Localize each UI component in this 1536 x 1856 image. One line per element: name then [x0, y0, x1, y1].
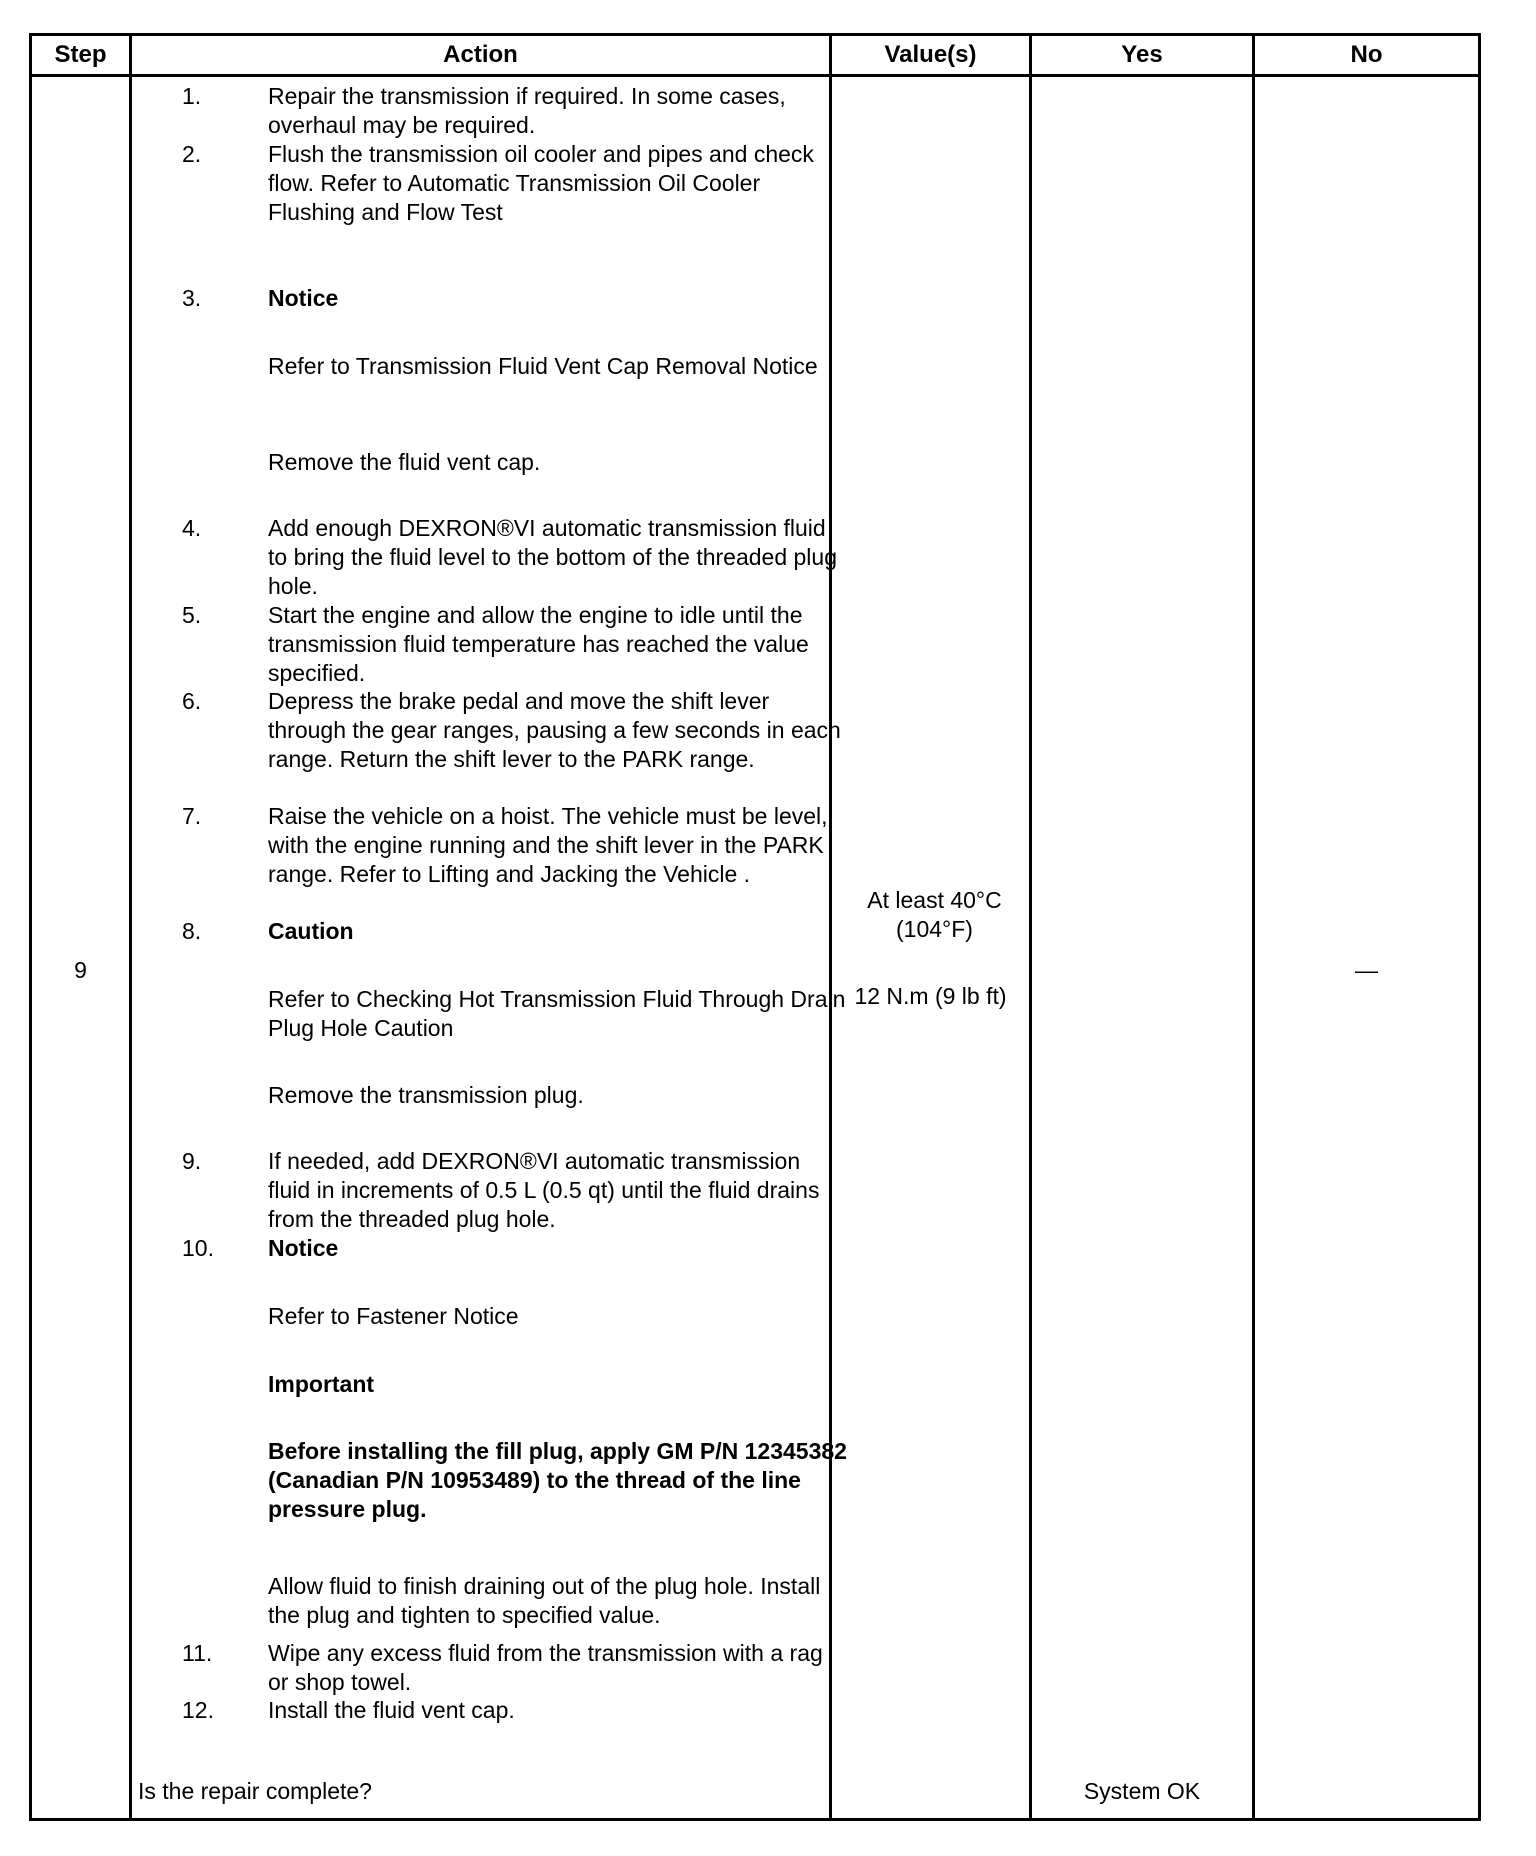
no-result: —: [1355, 957, 1378, 983]
item-text: Flush the transmission oil cooler and pipes and check flow. Refer to Automatic Transmission Oil Cooler Flushing and Flow Test: [268, 141, 814, 225]
temperature-value: At least 40°C (104°F): [867, 887, 1002, 942]
repair-complete-question: Is the repair complete?: [138, 1778, 372, 1804]
notice-heading: Notice: [268, 285, 339, 311]
notice-heading: Notice: [268, 1235, 339, 1261]
remove-vent-cap-text: Remove the fluid vent cap.: [268, 449, 541, 475]
item-text: If needed, add DEXRON®VI automatic transmission fluid in increments of 0.5 L (0.5 qt) until the fluid drains from the threaded plug hole.: [268, 1148, 820, 1232]
item-number: 11.: [182, 1640, 213, 1666]
item-number: 8.: [182, 918, 202, 944]
remove-plug-text: Remove the transmission plug.: [268, 1082, 584, 1108]
item-text: Depress the brake pedal and move the shift lever through the gear ranges, pausing a few seconds in each range. Return the shift lever to the PARK range.: [268, 688, 841, 772]
item-number: 7.: [182, 803, 202, 829]
item-text: Add enough DEXRON®VI automatic transmission fluid to bring the fluid level to the bottom of the threaded plug hole.: [268, 515, 837, 599]
column-divider: [1252, 36, 1255, 1818]
fastener-notice-reference: Refer to Fastener Notice: [268, 1303, 519, 1329]
yes-result: System OK: [1083, 1778, 1201, 1804]
item-number: 4.: [182, 515, 202, 541]
torque-value: 12 N.m (9 lb ft): [854, 983, 1007, 1009]
notice-reference: Refer to Transmission Fluid Vent Cap Removal Notice: [268, 353, 818, 379]
item-number: 2.: [182, 141, 202, 167]
header-step: Step: [54, 41, 107, 68]
header-values: Value(s): [884, 41, 977, 68]
item-number: 3.: [182, 285, 202, 311]
step-number: 9: [74, 957, 87, 983]
header-divider: [32, 74, 1478, 77]
item-number: 1.: [182, 83, 202, 109]
item-text: Raise the vehicle on a hoist. The vehicle must be level, with the engine running and the shift lever in the PARK range. Refer to Lifting and Jacking the Vehicle .: [268, 803, 828, 887]
column-divider: [129, 36, 132, 1818]
caution-heading: Caution: [268, 918, 354, 944]
item-number: 12.: [182, 1697, 214, 1723]
header-yes: Yes: [1121, 41, 1163, 68]
item-text: Install the fluid vent cap.: [268, 1697, 515, 1723]
procedure-table: [29, 33, 1481, 1821]
header-action: Action: [443, 41, 518, 68]
item-number: 9.: [182, 1148, 202, 1174]
header-no: No: [1350, 41, 1383, 68]
install-plug-text: Allow fluid to finish draining out of the plug hole. Install the plug and tighten to specified value.: [268, 1573, 821, 1628]
item-text: Start the engine and allow the engine to idle until the transmission fluid temperature has reached the value specified.: [268, 602, 809, 686]
important-text: Before installing the fill plug, apply GM P/N 12345382 (Canadian P/N 10953489) to the thread of the line pressure plug.: [268, 1438, 847, 1522]
column-divider: [1029, 36, 1032, 1818]
caution-reference: Refer to Checking Hot Transmission Fluid Through Drain Plug Hole Caution: [268, 986, 846, 1041]
important-heading: Important: [268, 1371, 375, 1397]
item-number: 5.: [182, 602, 202, 628]
item-text: Repair the transmission if required. In some cases, overhaul may be required.: [268, 83, 786, 138]
item-text: Wipe any excess fluid from the transmission with a rag or shop towel.: [268, 1640, 823, 1695]
item-number: 6.: [182, 688, 202, 714]
item-number: 10.: [182, 1235, 214, 1261]
